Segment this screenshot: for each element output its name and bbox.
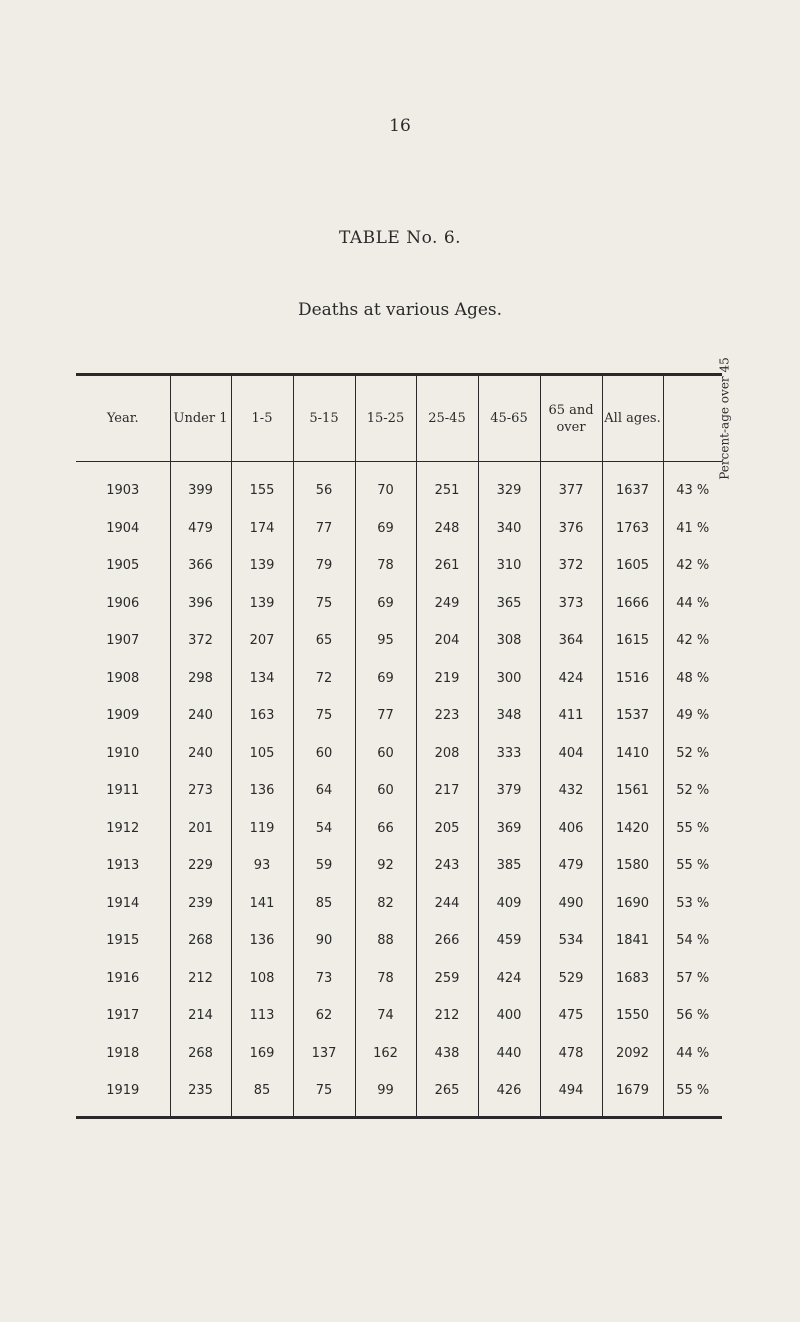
table-cell: 1666 (602, 585, 663, 623)
table-cell: 66 (355, 810, 416, 848)
year-cell: 1912 (106, 820, 140, 836)
table-cell: 266 (416, 922, 478, 960)
table-cell: 399 (170, 462, 231, 510)
table-cell: 1420 (602, 810, 663, 848)
table-cell: 42 % (663, 547, 722, 585)
table-cell: 90 (293, 922, 355, 960)
deaths-table (76, 357, 732, 1119)
table-cell: 60 (293, 735, 355, 773)
table-row (76, 997, 722, 1035)
table-cell: 55 % (663, 1072, 722, 1116)
table-cell: 75 (293, 697, 355, 735)
table-cell: 105 (231, 735, 293, 773)
col-header-percentage-over-45-text: Percent-age over 45 (717, 357, 732, 480)
table-cell: 60 (355, 772, 416, 810)
table-cell: 229 (170, 847, 231, 885)
table-cell: 56 % (663, 997, 722, 1035)
table-cell: 411 (540, 697, 602, 735)
table-cell: 139 (231, 547, 293, 585)
table-cell: 60 (355, 735, 416, 773)
table-cell: 1537 (602, 697, 663, 735)
table-cell: 372 (170, 622, 231, 660)
table-cell: 329 (478, 462, 540, 510)
year-cell: 1903 (106, 483, 140, 499)
table-cell: 75 (293, 1072, 355, 1116)
table-cell: 1683 (602, 960, 663, 998)
table-cell: 490 (540, 885, 602, 923)
table-cell: 55 % (663, 810, 722, 848)
table-row (76, 697, 722, 735)
table-cell: 53 % (663, 885, 722, 923)
table-cell: 65 (293, 622, 355, 660)
table-row (76, 462, 722, 510)
table-cell: 212 (170, 960, 231, 998)
table-cell: 82 (355, 885, 416, 923)
table-title: TABLE No. 6. (338, 228, 462, 248)
col-header-under-1: Under 1 (170, 376, 231, 462)
table-cell: 373 (540, 585, 602, 623)
table-cell: 385 (478, 847, 540, 885)
table-cell: 77 (293, 510, 355, 548)
col-header-5-15: 5-15 (293, 376, 355, 462)
table-cell: 261 (416, 547, 478, 585)
table-cell: 240 (170, 735, 231, 773)
table-cell: 208 (416, 735, 478, 773)
table-cell: 426 (478, 1072, 540, 1116)
table-cell: 69 (355, 660, 416, 698)
col-header-45-65: 45-65 (478, 376, 540, 462)
table-cell: 41 % (663, 510, 722, 548)
year-cell: 1908 (106, 670, 140, 686)
year-cell: 1911 (106, 783, 140, 799)
table-cell: 424 (478, 960, 540, 998)
table-cell: 475 (540, 997, 602, 1035)
table-cell: 155 (231, 462, 293, 510)
year-cell: 1910 (106, 745, 140, 761)
table-cell: 59 (293, 847, 355, 885)
table-cell: 239 (170, 885, 231, 923)
table-cell: 364 (540, 622, 602, 660)
col-header-65-and-over: 65 and over (540, 376, 602, 462)
table-row (76, 885, 722, 923)
col-header-all-ages: All ages. (602, 376, 663, 462)
col-header-1-5: 1-5 (231, 376, 293, 462)
table-cell: 85 (231, 1072, 293, 1116)
table-cell: 333 (478, 735, 540, 773)
table-cell: 169 (231, 1035, 293, 1073)
table-cell: 113 (231, 997, 293, 1035)
table-cell: 376 (540, 510, 602, 548)
table-cell: 223 (416, 697, 478, 735)
table-cell: 79 (293, 547, 355, 585)
table-cell: 1550 (602, 997, 663, 1035)
col-header-percentage-over-45 (663, 357, 732, 480)
table-row (76, 510, 722, 548)
table-row (76, 585, 722, 623)
table-cell: 48 % (663, 660, 722, 698)
table-cell: 340 (478, 510, 540, 548)
table-cell: 265 (416, 1072, 478, 1116)
table-cell: 1410 (602, 735, 663, 773)
table-cell: 52 % (663, 772, 722, 810)
table-subtitle: Deaths at various Ages. (297, 300, 503, 320)
table-cell: 69 (355, 510, 416, 548)
table-cell: 248 (416, 510, 478, 548)
year-cell: 1913 (106, 858, 140, 874)
table-cell: 52 % (663, 735, 722, 773)
table-cell: 298 (170, 660, 231, 698)
table-cell: 43 % (663, 462, 722, 510)
table-cell: 268 (170, 1035, 231, 1073)
table-cell: 377 (540, 462, 602, 510)
table-cell: 136 (231, 922, 293, 960)
table-cell: 1690 (602, 885, 663, 923)
table-row (76, 810, 722, 848)
year-cell: 1914 (106, 895, 140, 911)
table-cell: 54 % (663, 922, 722, 960)
table-cell: 400 (478, 997, 540, 1035)
table-cell: 54 (293, 810, 355, 848)
table-cell: 108 (231, 960, 293, 998)
table-cell: 479 (170, 510, 231, 548)
table-cell: 70 (355, 462, 416, 510)
table-cell: 137 (293, 1035, 355, 1073)
table-cell: 240 (170, 697, 231, 735)
table-cell: 529 (540, 960, 602, 998)
table-cell: 1679 (602, 1072, 663, 1116)
year-cell: 1904 (106, 520, 140, 536)
table-row (76, 847, 722, 885)
table-cell: 92 (355, 847, 416, 885)
year-cell: 1916 (106, 970, 140, 986)
table-cell: 1605 (602, 547, 663, 585)
table-cell: 73 (293, 960, 355, 998)
year-cell: 1918 (106, 1045, 140, 1061)
table-cell: 141 (231, 885, 293, 923)
table-cell: 1637 (602, 462, 663, 510)
table-cell: 139 (231, 585, 293, 623)
table-cell: 310 (478, 547, 540, 585)
table-cell: 438 (416, 1035, 478, 1073)
table-row (76, 1072, 722, 1116)
table-cell: 78 (355, 960, 416, 998)
year-cell: 1906 (106, 595, 140, 611)
table-cell: 534 (540, 922, 602, 960)
page-number: 16 (389, 116, 411, 136)
table-cell: 406 (540, 810, 602, 848)
table-cell: 57 % (663, 960, 722, 998)
table-cell: 162 (355, 1035, 416, 1073)
table-cell: 174 (231, 510, 293, 548)
table-cell: 69 (355, 585, 416, 623)
header-row (76, 376, 722, 462)
table-row (76, 622, 722, 660)
table-cell: 479 (540, 847, 602, 885)
table-cell: 300 (478, 660, 540, 698)
table-cell: 1615 (602, 622, 663, 660)
table-cell: 259 (416, 960, 478, 998)
table-cell: 273 (170, 772, 231, 810)
table-cell: 163 (231, 697, 293, 735)
table-cell: 201 (170, 810, 231, 848)
table-cell: 119 (231, 810, 293, 848)
year-cell: 1919 (106, 1083, 140, 1099)
table-cell: 134 (231, 660, 293, 698)
table-cell: 404 (540, 735, 602, 773)
col-header-year: Year. (76, 376, 170, 462)
table-cell: 249 (416, 585, 478, 623)
table-cell: 424 (540, 660, 602, 698)
table-cell: 78 (355, 547, 416, 585)
table-cell: 251 (416, 462, 478, 510)
table-cell: 268 (170, 922, 231, 960)
table-cell: 379 (478, 772, 540, 810)
table-cell: 136 (231, 772, 293, 810)
table-cell: 365 (478, 585, 540, 623)
table-cell: 75 (293, 585, 355, 623)
table-cell: 88 (355, 922, 416, 960)
table-row (76, 735, 722, 773)
table-row (76, 960, 722, 998)
table-cell: 1763 (602, 510, 663, 548)
year-cell: 1907 (106, 633, 140, 649)
table-cell: 219 (416, 660, 478, 698)
table-cell: 99 (355, 1072, 416, 1116)
col-header-25-45: 25-45 (416, 376, 478, 462)
table-cell: 348 (478, 697, 540, 735)
table-cell: 1580 (602, 847, 663, 885)
table-cell: 396 (170, 585, 231, 623)
table-cell: 214 (170, 997, 231, 1035)
table-cell: 1841 (602, 922, 663, 960)
table-cell: 308 (478, 622, 540, 660)
table-cell: 77 (355, 697, 416, 735)
year-cell: 1905 (106, 558, 140, 574)
table-row (76, 660, 722, 698)
table-cell: 212 (416, 997, 478, 1035)
table-cell: 207 (231, 622, 293, 660)
table-cell: 409 (478, 885, 540, 923)
table-cell: 243 (416, 847, 478, 885)
table-cell: 85 (293, 885, 355, 923)
table-cell: 366 (170, 547, 231, 585)
table-cell: 44 % (663, 1035, 722, 1073)
table-row (76, 772, 722, 810)
table-cell: 62 (293, 997, 355, 1035)
table-row (76, 922, 722, 960)
table-cell: 217 (416, 772, 478, 810)
table-cell: 369 (478, 810, 540, 848)
table-cell: 56 (293, 462, 355, 510)
table-cell: 204 (416, 622, 478, 660)
table-cell: 42 % (663, 622, 722, 660)
table-row (76, 1035, 722, 1073)
table-cell: 2092 (602, 1035, 663, 1073)
table-cell: 49 % (663, 697, 722, 735)
table-cell: 93 (231, 847, 293, 885)
table-cell: 440 (478, 1035, 540, 1073)
table-cell: 459 (478, 922, 540, 960)
table-cell: 205 (416, 810, 478, 848)
table-cell: 372 (540, 547, 602, 585)
table-cell: 478 (540, 1035, 602, 1073)
year-cell: 1917 (106, 1008, 140, 1024)
table-cell: 494 (540, 1072, 602, 1116)
table-cell: 95 (355, 622, 416, 660)
table-cell: 432 (540, 772, 602, 810)
table-cell: 1516 (602, 660, 663, 698)
table-cell: 244 (416, 885, 478, 923)
table-cell: 44 % (663, 585, 722, 623)
table-cell: 72 (293, 660, 355, 698)
year-cell: 1915 (106, 933, 140, 949)
table-body (76, 462, 722, 1116)
table-cell: 55 % (663, 847, 722, 885)
table-row (76, 547, 722, 585)
table-cell: 74 (355, 997, 416, 1035)
table-bottom-rule (76, 1116, 722, 1119)
year-cell: 1909 (106, 708, 140, 724)
table-cell: 64 (293, 772, 355, 810)
table-cell: 1561 (602, 772, 663, 810)
table-cell: 235 (170, 1072, 231, 1116)
col-header-15-25: 15-25 (355, 376, 416, 462)
